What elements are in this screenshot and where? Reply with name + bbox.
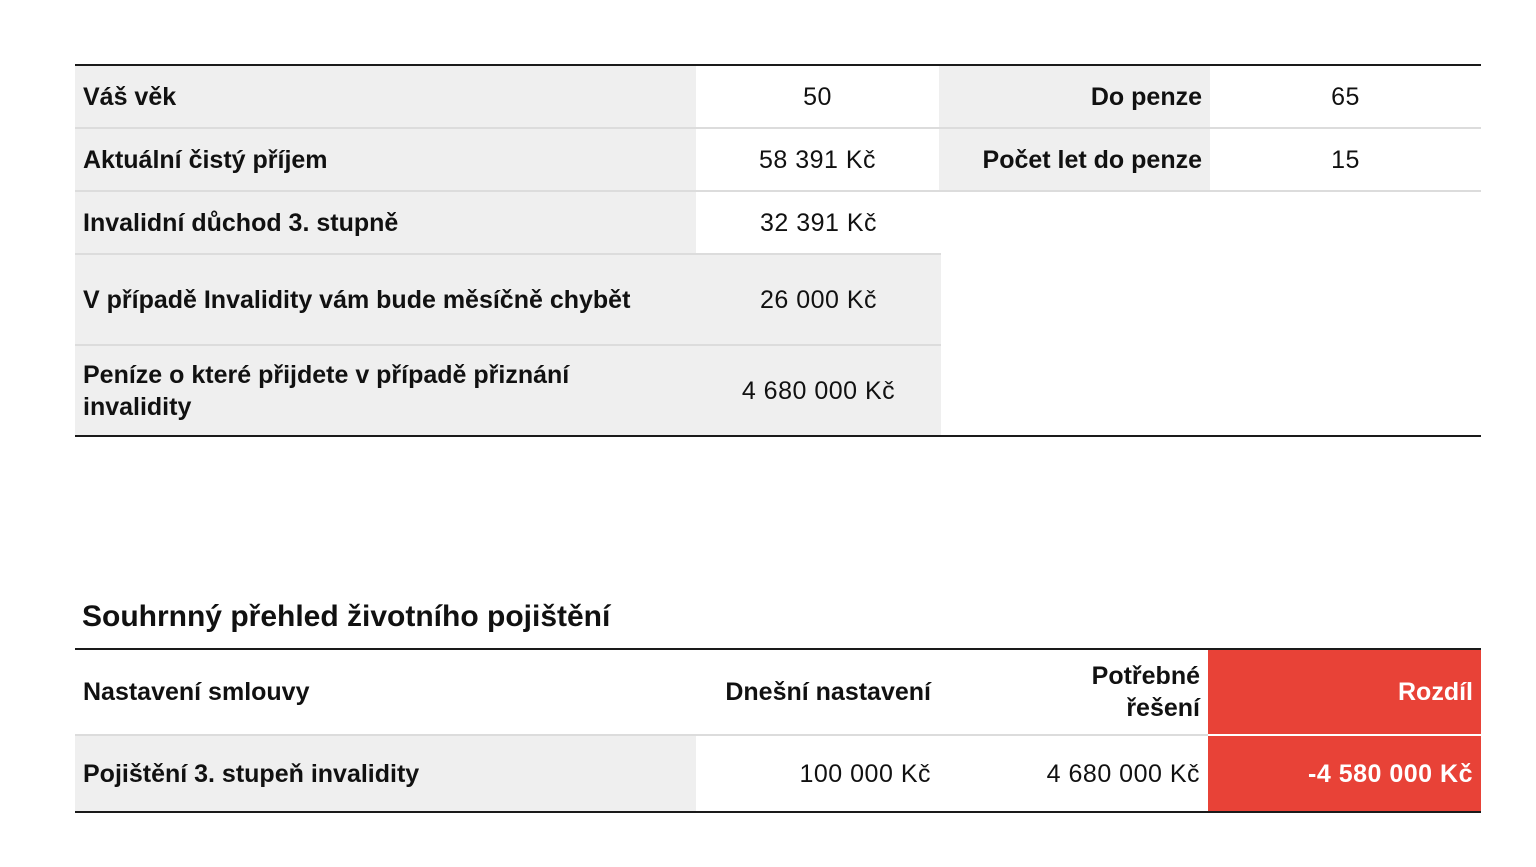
row-required-value: 4 680 000 Kč: [939, 736, 1208, 811]
summary-bottom-border: [75, 811, 1481, 813]
header-required: Potřebné řešení: [939, 650, 1208, 734]
retirement-age-value: 65: [1210, 66, 1481, 127]
age-value: 50: [696, 66, 939, 127]
disability-pension-label: Invalidní důchod 3. stupně: [75, 192, 696, 253]
retirement-age-label: Do penze: [939, 66, 1210, 127]
disability-pension-value: 32 391 Kč: [696, 192, 941, 253]
total-loss-value: 4 680 000 Kč: [696, 346, 941, 435]
monthly-shortfall-value: 26 000 Kč: [696, 255, 941, 344]
net-income-value: 58 391 Kč: [696, 129, 939, 190]
row-difference-value: -4 580 000 Kč: [1208, 736, 1481, 811]
row-insurance-name: Pojištění 3. stupeň invalidity: [75, 736, 696, 811]
age-label: Váš věk: [75, 66, 696, 127]
monthly-shortfall-label: V případě Invalidity vám bude měsíčně chybět: [75, 255, 696, 344]
net-income-label: Aktuální čistý příjem: [75, 129, 696, 190]
total-loss-label: Peníze o které přijdete v případě přiznání invalidity: [75, 346, 696, 435]
table-bottom-border: [75, 435, 1481, 437]
header-difference: Rozdíl: [1208, 650, 1481, 734]
header-contract: Nastavení smlouvy: [75, 650, 696, 734]
header-current: Dnešní nastavení: [696, 650, 939, 734]
row-current-value: 100 000 Kč: [696, 736, 939, 811]
years-to-retirement-value: 15: [1210, 129, 1481, 190]
summary-title: Souhrnný přehled životního pojištění: [82, 600, 611, 633]
years-to-retirement-label: Počet let do penze: [939, 129, 1210, 190]
